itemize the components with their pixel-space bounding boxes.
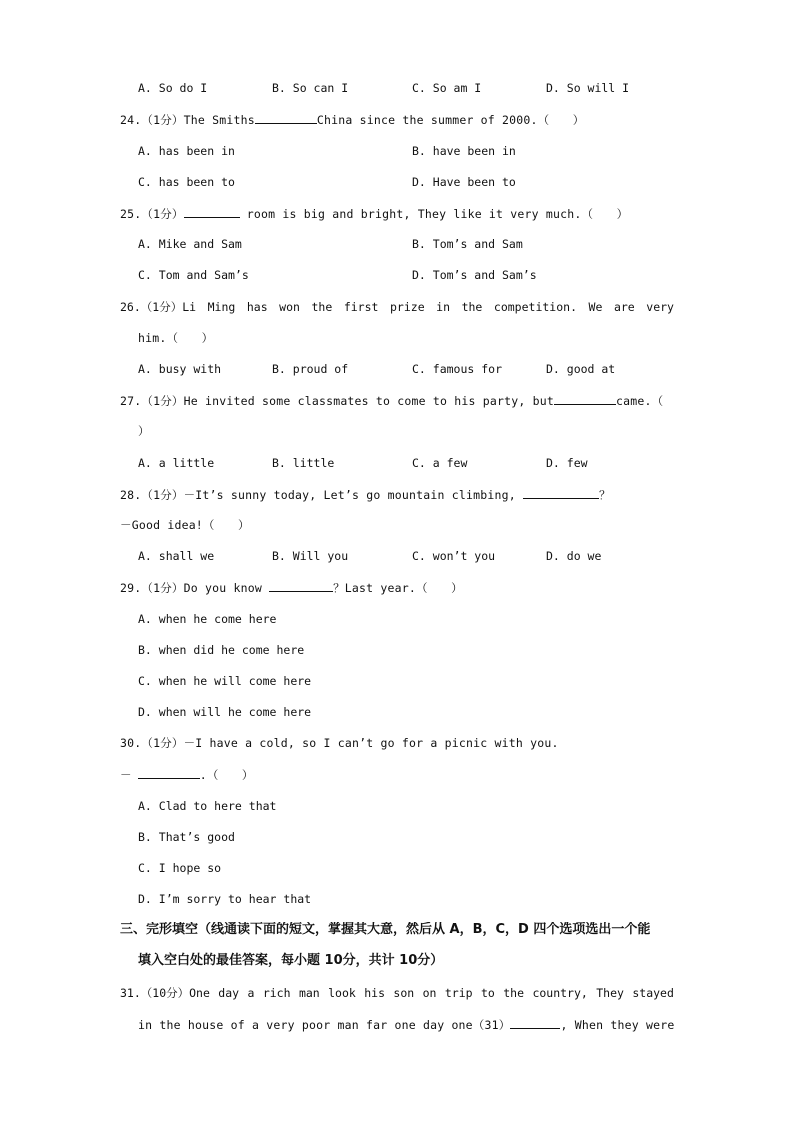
q30-stem-continuation — [120, 767, 254, 782]
q25-blank — [184, 206, 240, 218]
q27-blank — [554, 393, 616, 405]
q23-option-c: C. So am I — [412, 81, 482, 95]
q26-word: the — [311, 300, 333, 314]
q26-word: has — [246, 300, 268, 314]
q27-stem — [120, 393, 663, 408]
q27-stem-part-b: came.（ — [616, 394, 664, 408]
q31-line-2-part-b: , When they were — [560, 1018, 675, 1032]
q30-option-d: D. I’m sorry to hear that — [138, 892, 312, 906]
q25-option-d: D. Tom’s and Sam’s — [412, 268, 537, 282]
q26-word: We — [588, 300, 603, 314]
q28-blank — [523, 487, 599, 499]
q27-option-b: B. little — [272, 456, 335, 470]
q29-stem-part-b: ？Last year.（ ） — [333, 581, 463, 595]
q26-option-c: C. famous for — [412, 362, 503, 376]
q31-blank — [510, 1017, 560, 1029]
q31-word: on — [422, 986, 437, 1000]
q24-option-d: D. Have been to — [412, 175, 516, 189]
q24-stem-part-a: 24.（1分）The Smiths — [120, 113, 255, 127]
q30-option-c: C. I hope so — [138, 861, 222, 875]
q28-stem-continuation: －Good idea!（ ） — [120, 518, 250, 532]
q26-option-a: A. busy with — [138, 362, 222, 376]
q31-word: son — [393, 986, 415, 1000]
q23-option-b: B. So can I — [272, 81, 349, 95]
q24-option-c: C. has been to — [138, 175, 235, 189]
q25-option-b: B. Tom’s and Sam — [412, 237, 523, 251]
q28-stem-part-b: ？ — [598, 488, 611, 502]
q31-word: to — [480, 986, 495, 1000]
q23-option-d: D. So will I — [546, 81, 630, 95]
q26-option-d: D. good at — [546, 362, 616, 376]
q26-word: very — [646, 300, 674, 314]
q31-line-2 — [138, 1017, 674, 1032]
q26-word: first — [343, 300, 379, 314]
q31-word: country, — [532, 986, 588, 1000]
q30-option-b: B. That’s good — [138, 830, 235, 844]
q27-option-d: D. few — [546, 456, 588, 470]
section-three-heading-continuation: 填入空白处的最佳答案，每小题 10分，共计 10分） — [138, 953, 444, 968]
q29-option-d: D. when will he come here — [138, 705, 312, 719]
q31-line-1 — [120, 986, 674, 1000]
q26-word: won — [279, 300, 300, 314]
q24-blank — [255, 112, 317, 124]
q24-option-b: B. have been in — [412, 144, 516, 158]
q26-word: competition. — [493, 300, 577, 314]
q28-option-b: B. Will you — [272, 549, 349, 563]
q27-stem-continuation: ） — [138, 424, 150, 438]
section-three-heading: 三、完形填空（线通读下面的短文，掌握其大意，然后从 A，B，C，D 四个选项选出一个能 — [120, 922, 651, 937]
q31-line-2-part-a: in the house of a very poor man far one day one（31） — [138, 1018, 511, 1032]
q30-blank — [138, 767, 200, 779]
q26-word: are — [613, 300, 635, 314]
q24-option-a: A. has been in — [138, 144, 235, 158]
q26-word: Ming — [207, 300, 236, 314]
q25-stem-part-b: room is big and bright, They like it very much.（ ） — [239, 207, 629, 221]
q29-option-c: C. when he will come here — [138, 674, 312, 688]
q26-option-b: B. proud of — [272, 362, 349, 376]
q31-word: look — [328, 986, 356, 1000]
q26-word: 26.（1分）Li — [120, 300, 197, 314]
q26-word: the — [461, 300, 483, 314]
q23-option-a: A. So do I — [138, 81, 208, 95]
q25-option-a: A. Mike and Sam — [138, 237, 242, 251]
q30-dash: － — [120, 768, 132, 782]
q29-option-b: B. when did he come here — [138, 643, 305, 657]
q31-word: day — [218, 986, 240, 1000]
q31-word: trip — [444, 986, 473, 1000]
q26-stem — [120, 300, 674, 314]
q29-stem-part-a: 29.（1分）Do you know — [120, 581, 270, 595]
q25-stem — [120, 206, 628, 221]
q24-stem — [120, 112, 584, 127]
q31-word: a — [247, 986, 255, 1000]
q31-word: rich — [262, 986, 291, 1000]
q26-word: prize — [390, 300, 425, 314]
q27-option-c: C. a few — [412, 456, 468, 470]
q27-stem-part-a: 27.（1分）He invited some classmates to come to his party, but — [120, 394, 555, 408]
q28-stem-part-a: 28.（1分）－It’s sunny today, Let’s go mountain climbing, — [120, 488, 523, 502]
q30-stem-part-b: .（ ） — [199, 768, 254, 782]
q30-option-a: A. Clad to here that — [138, 799, 277, 813]
q31-word: 31.（10分）One — [120, 986, 210, 1000]
q28-option-c: C. won’t you — [412, 549, 496, 563]
q31-word: his — [364, 986, 386, 1000]
q27-option-a: A. a little — [138, 456, 215, 470]
q25-option-c: C. Tom and Sam’s — [138, 268, 249, 282]
q30-stem: 30.（1分）－I have a cold, so I can’t go for a picnic with you. — [120, 736, 559, 750]
q31-word: man — [298, 986, 320, 1000]
q28-option-d: D. do we — [546, 549, 602, 563]
q31-word: the — [503, 986, 525, 1000]
q28-option-a: A. shall we — [138, 549, 215, 563]
q31-word: They — [596, 986, 624, 1000]
q24-stem-part-b: China since the summer of 2000.（ ） — [316, 113, 585, 127]
q29-blank — [269, 580, 333, 592]
q26-word: in — [436, 300, 451, 314]
q25-stem-part-a: 25.（1分） — [120, 207, 184, 221]
q28-stem — [120, 487, 611, 502]
q29-option-a: A. when he come here — [138, 612, 277, 626]
q31-word: stayed — [632, 986, 674, 1000]
q26-stem-continuation: him.（ ） — [138, 331, 214, 345]
q29-stem — [120, 580, 463, 595]
